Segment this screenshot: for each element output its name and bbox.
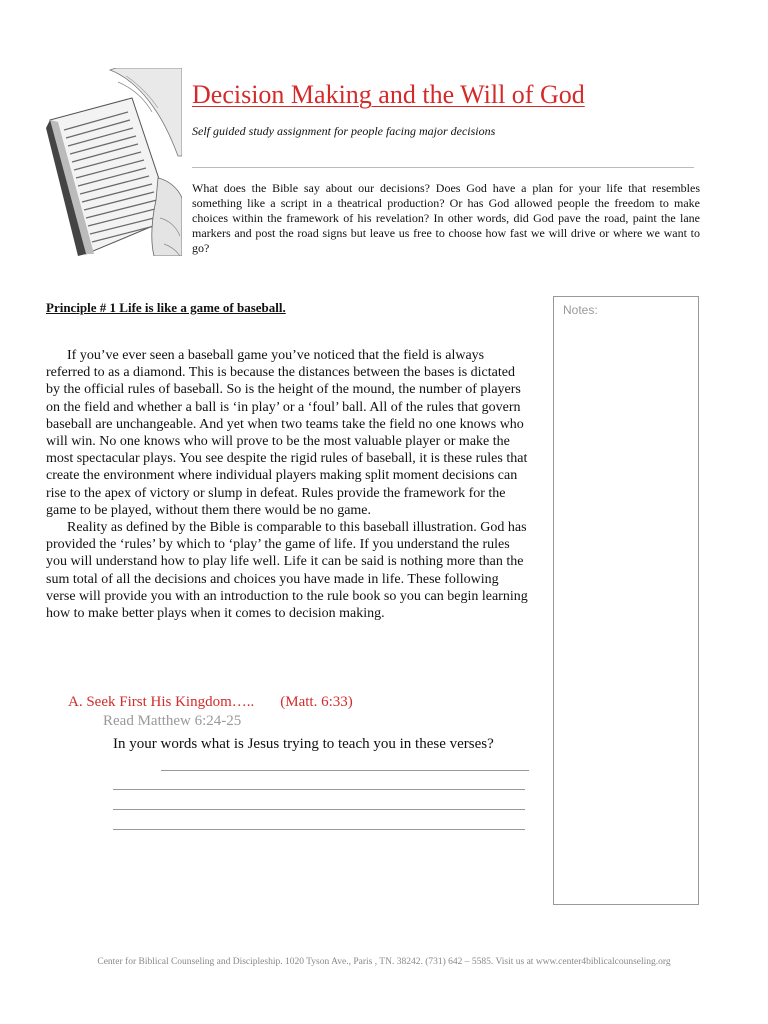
page-title: Decision Making and the Will of God <box>192 80 585 109</box>
read-instruction: Read Matthew 6:24-25 <box>103 713 242 729</box>
answer-line-1[interactable] <box>161 770 529 771</box>
section-a-heading <box>68 694 353 711</box>
answer-line-2[interactable] <box>113 789 525 790</box>
answer-line-3[interactable] <box>113 809 525 810</box>
notes-label: Notes: <box>563 303 598 317</box>
intro-paragraph: What does the Bible say about our decisions? Does God have a plan for your life that resembles something like a script in a theatrical production? Or has God allowed people the freedom to make choices within the framework of his revelation? In other words, did God pave the road, paint the lane markers and post the road signs but leave us free to choose how fast we will drive or where we want to go? <box>192 181 700 255</box>
principle-paragraph-2: Reality as defined by the Bible is comparable to this baseball illustration. God has provided the ‘rules’ by which to ‘play’ the game of life. If you understand the rules you will understand how to play life well. Life it can be said is nothing more than the sum total of all the decisions and choices you have made in life. These following verse will provide you with an introduction to the rule book so you can begin learning how to make better plays when it comes to decision making. <box>46 520 528 622</box>
section-a-reference: (Matt. 6:33) <box>280 694 353 710</box>
page-subtitle: Self guided study assignment for people facing major decisions <box>192 124 496 138</box>
section-a-title: A. Seek First His Kingdom….. <box>68 694 255 710</box>
principle-heading: Principle # 1 Life is like a game of baseball. <box>46 300 286 315</box>
answer-line-4[interactable] <box>113 829 525 830</box>
principle-paragraph-1: If you’ve ever seen a baseball game you’ve noticed that the field is always referred to as a diamond. This is because the distances between the bases is dictated by the official rules of baseball. So is the height of the mound, the number of players on the field and whether a ball is ‘in play’ or a ‘foul’ ball. All of the rules that govern baseball are unchangeable. And yet when two teams take the field no one knows who will win. No one knows who will prove to be the most valuable player or make the most spectacular plays. You see despite the rigid rules of baseball, it is these rules that create the environment where individual players making split moment decisions can rise to the apex of victory or slump in defeat. Rules provide the framework for the game to be played, without them there would be no game. <box>46 348 528 518</box>
header-divider <box>192 167 694 168</box>
notes-box[interactable] <box>553 296 699 905</box>
footer-address: Center for Biblical Counseling and Discipleship. 1020 Tyson Ave., Paris , TN. 38242. (731) 642 – 5585. Visit us at www.center4biblicalcounseling.org <box>97 957 671 967</box>
principle-body <box>46 347 528 622</box>
study-question: In your words what is Jesus trying to teach you in these verses? <box>113 736 494 752</box>
open-bible-sketch-image <box>46 68 182 256</box>
